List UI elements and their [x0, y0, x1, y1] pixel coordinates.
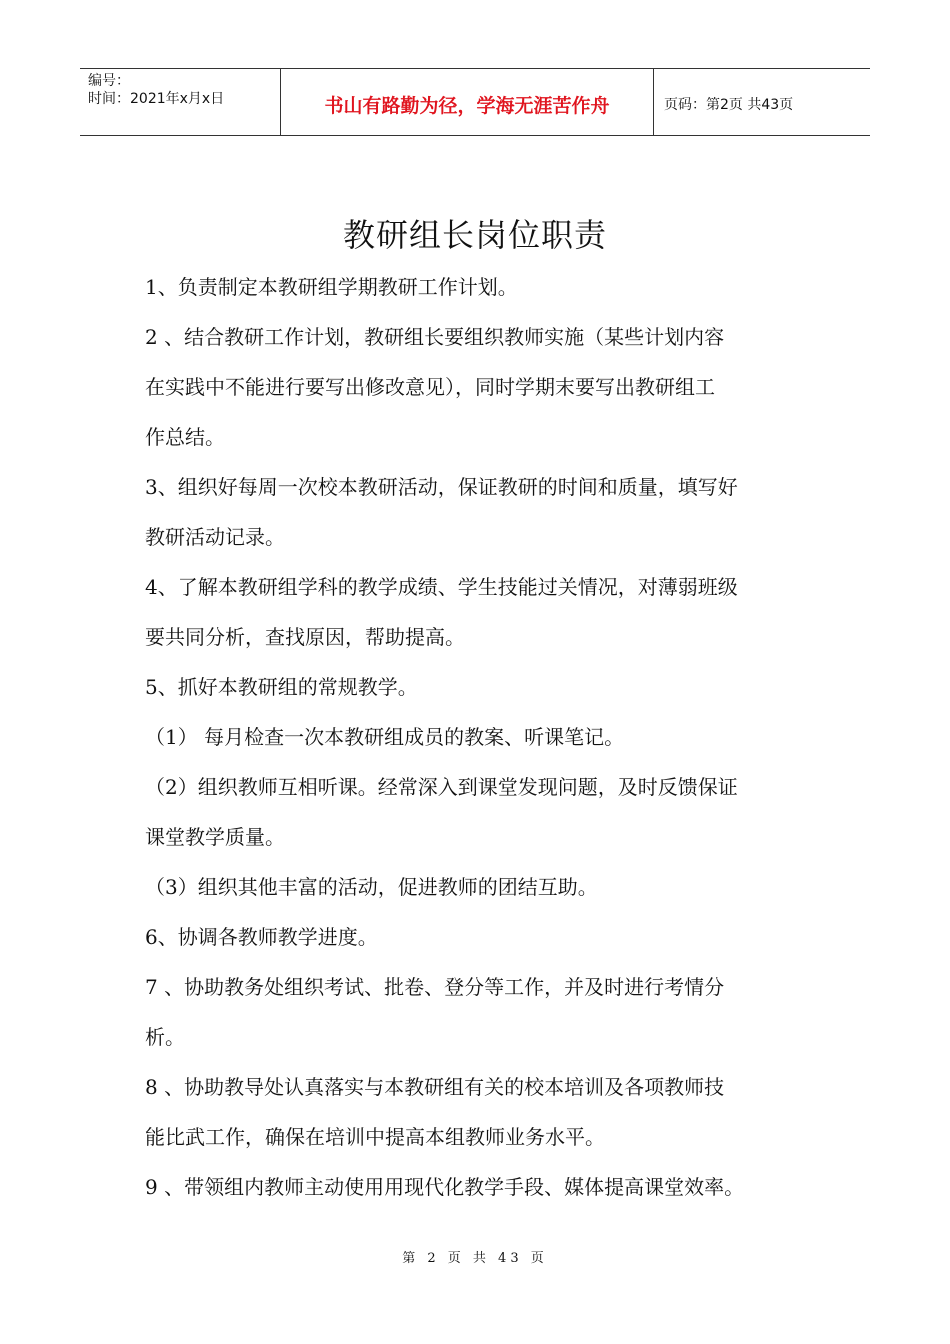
body-line: 课堂教学质量。 [145, 825, 285, 849]
header-meta [80, 69, 281, 135]
page-footer: 第 2 页 共 43 页 [402, 1251, 548, 1266]
body-line: （3）组织其他丰富的活动，促进教师的团结互助。 [145, 875, 598, 899]
body-line: 5、抓好本教研组的常规教学。 [145, 675, 418, 699]
body-line: 8 、协助教导处认真落实与本教研组有关的校本培训及各项教师技 [145, 1075, 725, 1099]
document-title: 教研组长岗位职责 [342, 216, 607, 254]
body-line: 作总结。 [145, 425, 225, 449]
document-body [145, 262, 815, 1212]
number-label: 编号： [88, 73, 130, 89]
body-line: 析。 [145, 1025, 185, 1049]
body-line: 2 、结合教研工作计划，教研组长要组织教师实施（某些计划内容 [145, 325, 725, 349]
body-line: （2）组织教师互相听课。经常深入到课堂发现问题，及时反馈保证 [145, 775, 738, 799]
body-line: 要共同分析，查找原因，帮助提高。 [145, 625, 465, 649]
body-line: 教研活动记录。 [145, 525, 285, 549]
body-line: 9 、带领组内教师主动使用用现代化教学手段、媒体提高课堂效率。 [145, 1175, 745, 1199]
header-page-info: 页码：第2页 共43页 [664, 97, 794, 113]
time-label: 时间：2021年x月x日 [88, 91, 225, 107]
body-line: 在实践中不能进行要写出修改意见），同时学期末要写出教研组工 [145, 375, 715, 399]
body-line: 3、组织好每周一次校本教研活动，保证教研的时间和质量，填写好 [145, 475, 738, 499]
body-line: 4、了解本教研组学科的教学成绩、学生技能过关情况，对薄弱班级 [145, 575, 738, 599]
page-header [80, 68, 870, 136]
header-motto: 书山有路勤为径，学海无涯苦作舟 [281, 69, 654, 135]
body-line: 1、负责制定本教研组学期教研工作计划。 [145, 275, 518, 299]
body-line: 6、协调各教师教学进度。 [145, 925, 378, 949]
body-line: 能比武工作，确保在培训中提高本组教师业务水平。 [145, 1125, 605, 1149]
body-line: （1） 每月检查一次本教研组成员的教案、听课笔记。 [145, 725, 625, 749]
body-line: 7 、协助教务处组织考试、批卷、登分等工作，并及时进行考情分 [145, 975, 725, 999]
